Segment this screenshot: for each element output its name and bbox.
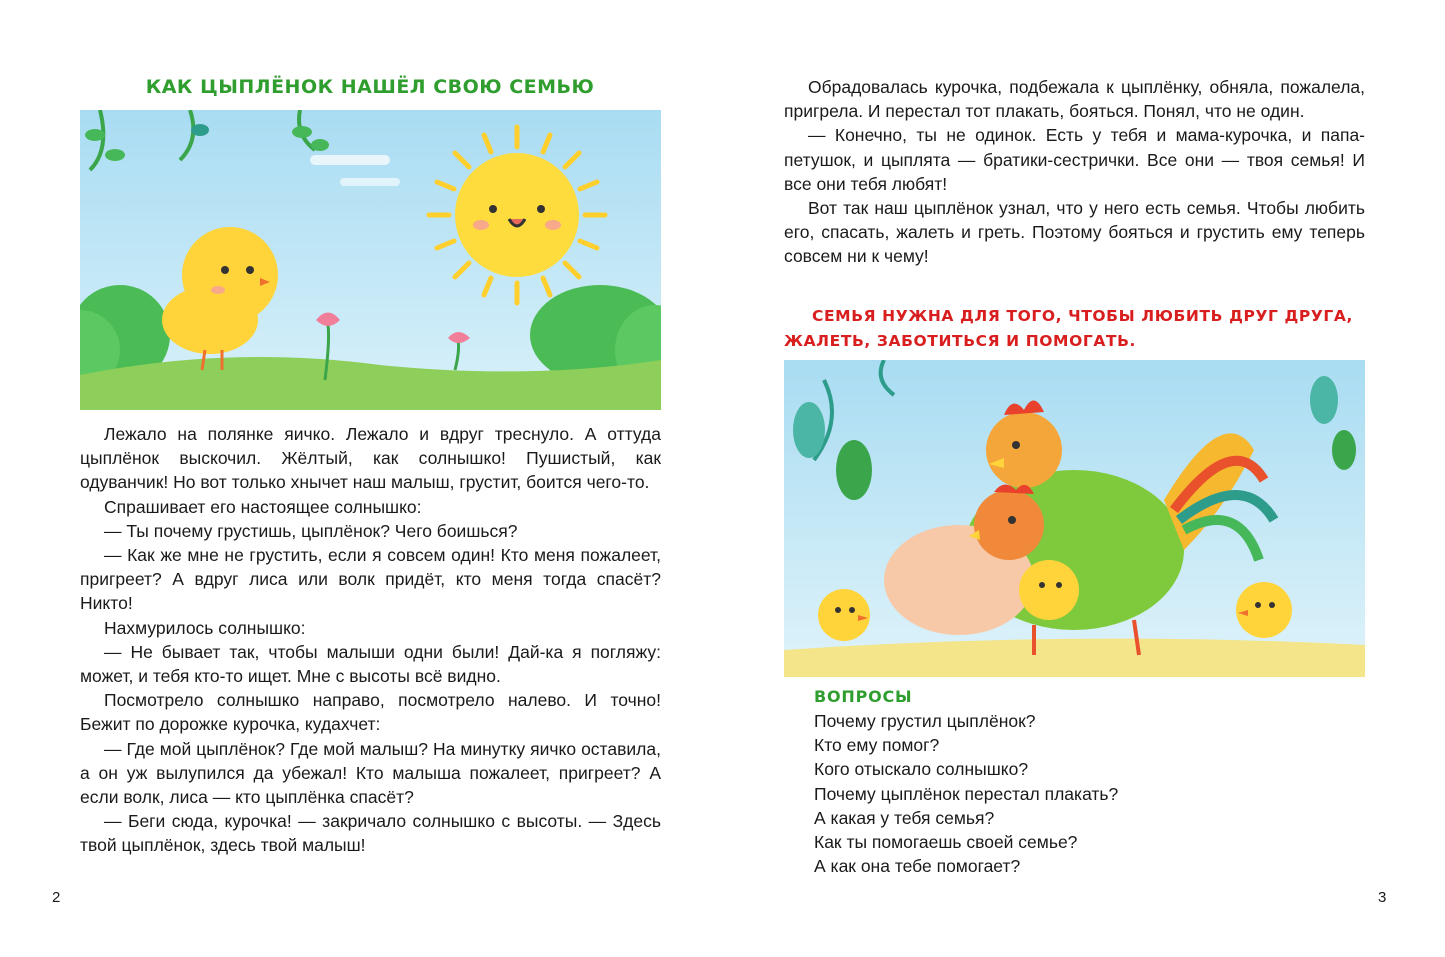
left-page [0,0,722,957]
paragraph: — Где мой цыплёнок? Где мой малыш? На минутку яичко оставила, а он уж вылупился да убежал! Кто малыша пожалеет, пригреет? А если волк, лиса — кто цыплёнка спасёт? [80,738,661,808]
paragraph: Нахмурилось солнышко: [104,617,306,638]
page-number-left: 2 [52,889,61,906]
paragraph: — Не бывает так, чтобы малыши одни были! Дай-ка я погляжу: может, и тебя кто-то ищет. Мне с высоты всё видно. [80,641,661,687]
question-item: А какая у тебя семья? [814,807,995,828]
paragraph: — Беги сюда, курочка! — закричало солнышко с высоты. — Здесь твой цыплёнок, здесь твой малыш! [80,811,661,856]
chicken-family-illustration [784,360,1365,677]
moral-statement: СЕМЬЯ НУЖНА ДЛЯ ТОГО, ЧТОБЫ ЛЮБИТЬ ДРУГ ДРУГА, ЖАЛЕТЬ, ЗАБОТИТЬСЯ И ПОМОГАТЬ. [784,307,1353,350]
questions-title: ВОПРОСЫ [814,687,913,706]
paragraph: Обрадовалась курочка, подбежала к цыплёнку, обняла, пожалела, пригрела. И перестал тот плакать, бояться. Понял, что не один. [784,77,1365,122]
question-item: Как ты помогаешь своей семье? [814,832,1078,853]
right-page [722,0,1445,957]
question-item: Кто ему помог? [814,735,940,756]
paragraph: Лежало на полянке яичко. Лежало и вдруг треснуло. А оттуда цыплёнок выскочил. Жёлтый, как солнышко! Пушистый, как одуванчик! Но вот только хнычет наш малыш, грустит, боится чего-то. [80,424,661,493]
paragraph: Спрашивает его настоящее солнышко: [104,496,422,517]
chick-and-sun-illustration [80,110,661,410]
paragraph: Вот так наш цыплёнок узнал, что у него есть семья. Чтобы любить его, спасать, жалеть и греть. Поэтому бояться и грустить ему теперь совсем ни к чему! [784,198,1365,267]
story-text-right [784,75,1365,269]
paragraph: — Как же мне не грустить, если я совсем один! Кто меня пожалеет, пригреет? А вдруг лиса или волк придёт, кто меня тогда спасёт? Никто! [80,545,661,614]
paragraph: Посмотрело солнышко направо, посмотрело налево. И точно! Бежит по дорожке курочка, кудахчет: [80,690,661,735]
question-item: Кого отыскало солнышко? [814,759,1029,780]
story-text-left [80,422,661,858]
page-number-right: 3 [1378,889,1387,906]
questions-list [814,709,1118,878]
paragraph: — Конечно, ты не одинок. Есть у тебя и мама-курочка, и папа-петушок, и цыплята — братики-сестрички. Все они — твоя семья! И все они тебя любят! [784,125,1365,194]
paragraph: — Ты почему грустишь, цыплёнок? Чего боишься? [104,520,518,541]
question-item: А как она тебе помогает? [814,856,1021,877]
question-item: Почему грустил цыплёнок? [814,711,1036,731]
story-title: КАК ЦЫПЛЁНОК НАШЁЛ СВОЮ СЕМЬЮ [145,76,595,98]
question-item: Почему цыплёнок перестал плакать? [814,783,1119,804]
